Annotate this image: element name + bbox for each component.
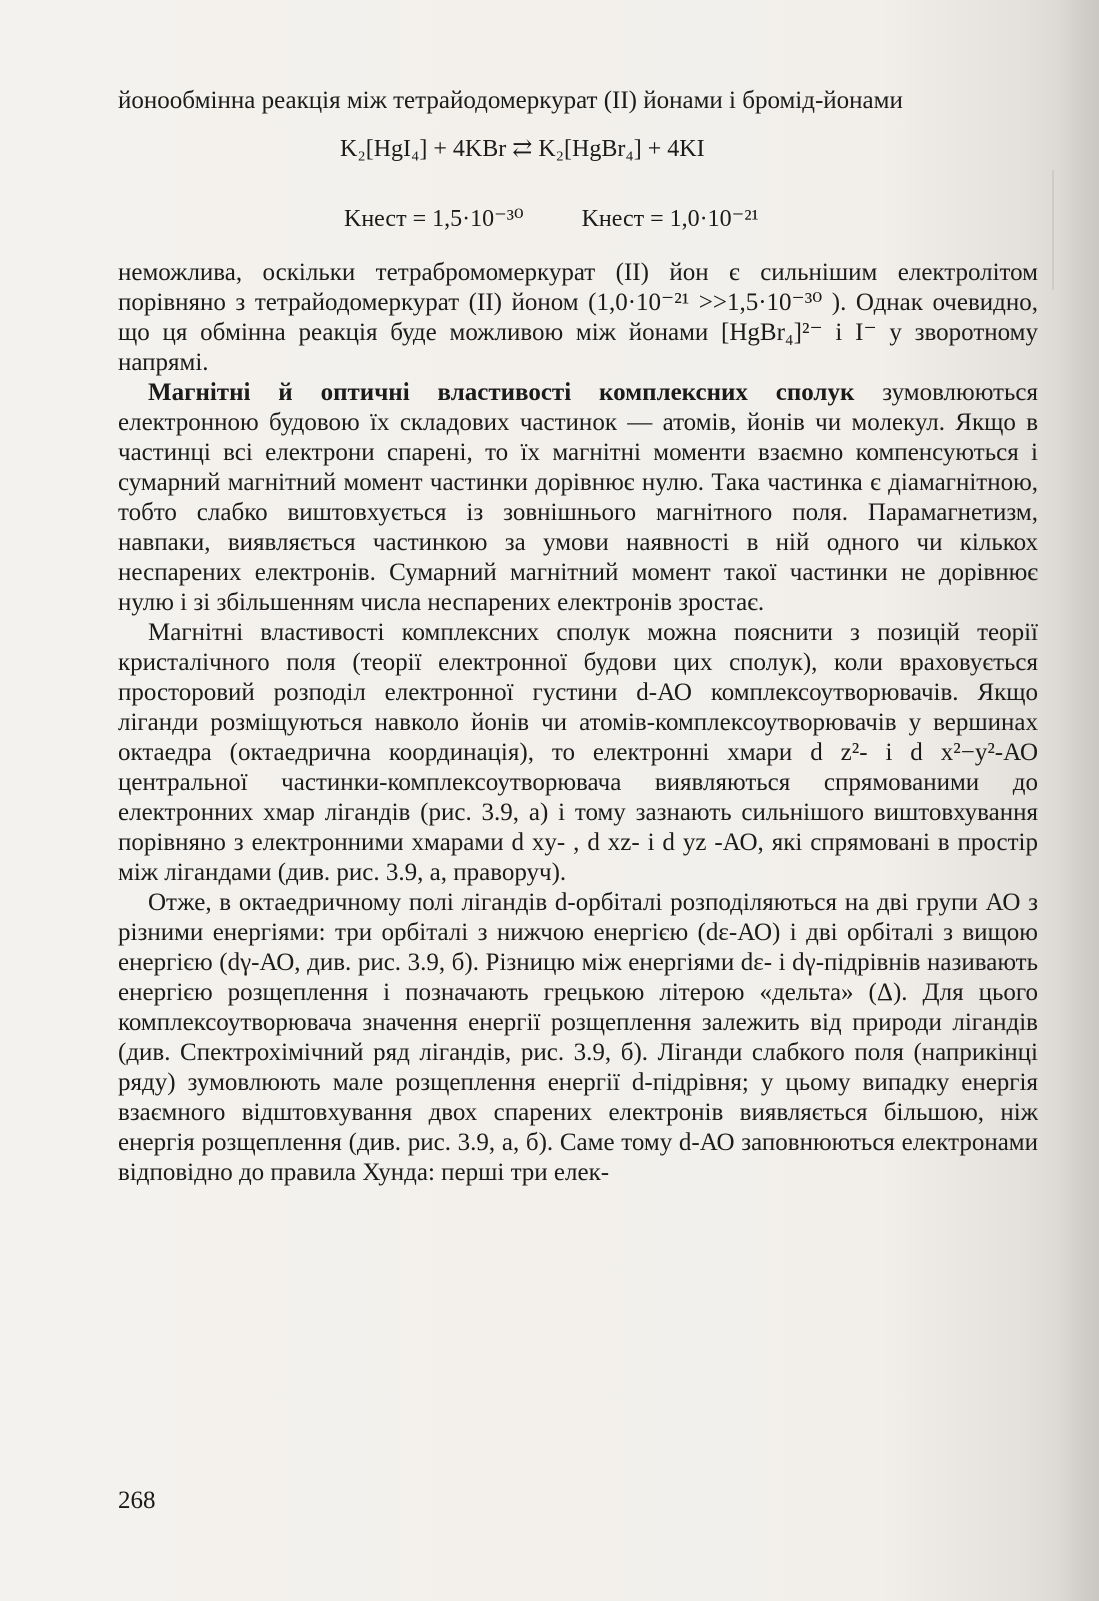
binding-shadow xyxy=(1058,0,1099,1601)
bold-term: Магнітні й оптичні властивості комплексних сполук xyxy=(148,379,855,406)
page-number: 268 xyxy=(118,1487,156,1514)
paragraph-magnetic xyxy=(118,378,1038,618)
paragraph-magnetic-text: зумовлюються електронною будовою їх складових частинок — атомів, йонів чи молекул. Якщо в частинці всі електрони спарені, то їх магнітні моменти взаємно компенсуються і сумарний магнітний момент частинки дорівнює нулю. Така частинка є діамагнітною, тобто слабко виштовхується із зовнішнього магнітного поля. Парамагнетизм, навпаки, виявляється частинкою за умови наявності в ній одного чи кількох неспарених електронів. Сумарний магнітний момент такої частинки не дорівнює нулю і зі збільшенням числа неспарених електронів зростає. xyxy=(118,379,1038,616)
paragraph-splitting: Отже, в октаедричному полі лігандів d-орбіталі розподіляються на дві групи АО з різними енергіями: три орбіталі з нижчою енергією (dε-АО) і дві орбіталі з вищою енергією (dγ-АО, див. рис. 3.9, б). Різницю між енергіями dε- і dγ-підрівнів називають енергією розщеплення і позначають грецькою літерою «дельта» (Δ). Для цього комплексоутворювача значення енергії розщеплення залежить від природи лігандів (див. Спектрохімічний ряд лігандів, рис. 3.9, б). Ліганди слабкого поля (наприкінці ряду) зумовлюють мале розщеплення енергії d-підрівня; у цьому випадку енергія взаємного відштовхування двох спарених електронів виявляється більшою, ніж енергія розщеплення (див. рис. 3.9, а, б). Саме тому d-АО заповнюються електронами відповідно до правила Хунда: перші три елек- xyxy=(118,889,1038,1186)
page-edge-shadow xyxy=(1052,170,1054,290)
paragraph-crystal-field: Магнітні властивості комплексних сполук можна пояснити з позицій теорії кристалічного поля (теорії електронної будови цих сполук), коли враховується просторовий розподіл електронної густини d-АО комплексоутворювачів. Якщо ліганди розміщуються навколо йонів чи атомів-комплексоутворювачів у вершинах октаедра (октаедрична координація), то електронні хмари d z²- і d x²−y²-АО центральної частинки-комплексоутворювача виявляються спрямованими до електронних хмар лігандів (рис. 3.9, а) і тому зазнають сильнішого виштовхування порівняно з електронними хмарами d xy- , d xz- і d yz -АО, які спрямовані в простір між лігандами (див. рис. 3.9, а, праворуч). xyxy=(118,619,1038,886)
instability-constants xyxy=(344,204,1038,234)
paragraph-intro: йонообмінна реакція між тетрайодомеркурат (II) йонами і бромід-йонами xyxy=(118,87,903,114)
reaction-equation: K₂[HgI₄] + 4KBr ⇄ K₂[HgBr₄] + 4KI xyxy=(340,136,705,162)
paragraph-explanation: неможлива, оскільки тетрабромомеркурат (II) йон є сильнішим електролітом порівняно з тетрайодомеркурат (II) йоном (1,0·10⁻²¹ >>1,5·10⁻³⁰ ). Однак очевидно, що ця обмінна реакція буде можливою між йонами [HgBr₄]²⁻ і I⁻ у зворотному напрямі. xyxy=(118,259,1038,376)
constant-right: Kнест = 1,0·10⁻²¹ xyxy=(581,206,759,232)
constant-left: Kнест = 1,5·10⁻³⁰ xyxy=(344,206,524,232)
page-body xyxy=(118,86,1038,1188)
